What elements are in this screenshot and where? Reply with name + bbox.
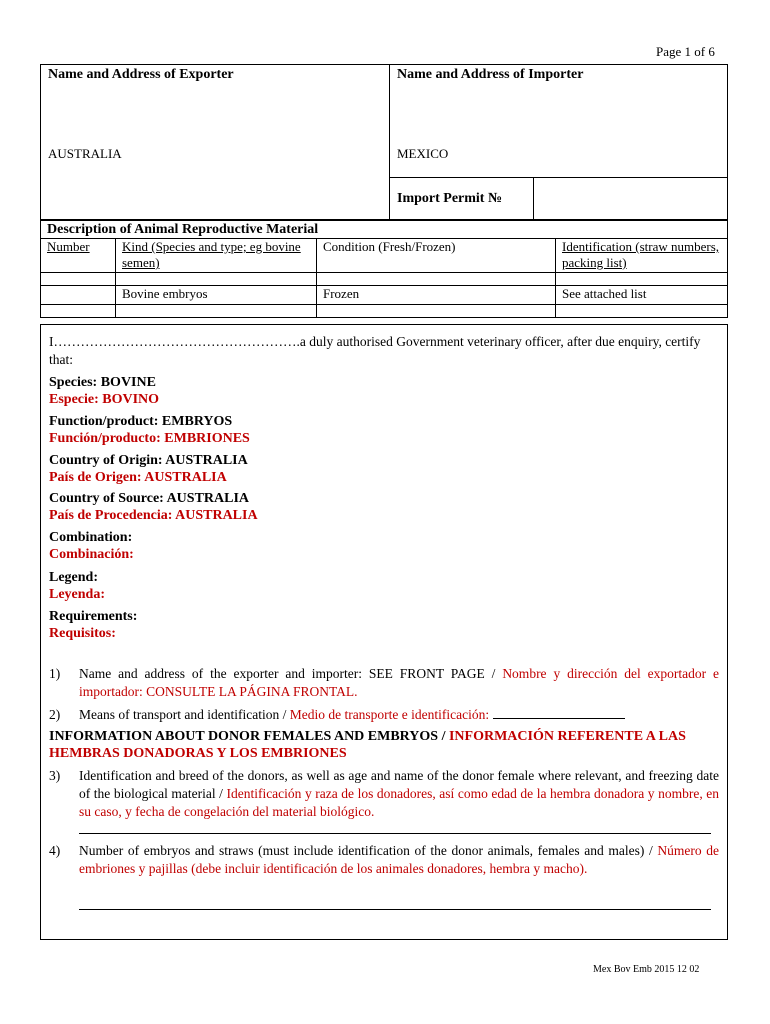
header-kind-label: Kind (Species and type; eg bovine semen) — [122, 239, 301, 270]
item-number: 4) — [49, 843, 61, 858]
row-kind: Bovine embryos — [116, 286, 317, 305]
field-en: Combination: — [49, 530, 133, 545]
field-es: Especie: BOVINO — [49, 392, 160, 407]
importer-label: Name and Address of Importer — [397, 67, 584, 82]
header-identification-label: Identification (straw numbers, packing list) — [562, 239, 720, 270]
description-title: Description of Animal Reproductive Material — [41, 221, 728, 239]
header-condition: Condition (Fresh/Frozen) — [317, 239, 556, 273]
field-function — [49, 413, 250, 447]
field-en: Species: BOVINE — [49, 375, 156, 390]
item-4 — [49, 842, 719, 896]
field-en: Requirements: — [49, 609, 138, 624]
item-es: Medio de transporte e identificación: — [289, 707, 493, 722]
field-en: Country of Source: AUSTRALIA — [49, 491, 250, 506]
item-1 — [49, 665, 719, 701]
permit-separator — [389, 177, 727, 178]
row-identification: See attached list — [556, 286, 728, 305]
header-number — [41, 239, 116, 273]
item-en: Identification and breed of the donors, as well as age and name of the donor female where relevant, and freezing date of the biological material / — [79, 768, 719, 801]
item-es: Identificación y raza de los donadores, así como edad de la hembra donadora y nombre, en su caso, y fecha de congelación del material biológico. — [79, 786, 720, 819]
item-3-answer-line[interactable] — [79, 833, 711, 834]
field-es: Función/producto: EMBRIONES — [49, 431, 250, 446]
item-number: 1) — [49, 666, 61, 681]
item-en: Means of transport and identification / — [79, 707, 290, 722]
field-en: Function/product: EMBRYOS — [49, 414, 233, 429]
item-4-answer-line[interactable] — [79, 909, 711, 910]
permit-field-divider — [533, 177, 534, 219]
field-source — [49, 490, 258, 524]
field-species — [49, 374, 159, 408]
item-number: 3) — [49, 768, 61, 783]
item-2 — [49, 706, 719, 724]
document-code: Mex Bov Emb 2015 12 02 — [593, 964, 700, 975]
parties-divider — [389, 65, 390, 219]
field-legend — [49, 569, 105, 603]
item-en: Name and address of the exporter and importer: SEE FRONT PAGE / — [79, 666, 503, 681]
field-en: Legend: — [49, 570, 98, 585]
field-es: País de Procedencia: AUSTRALIA — [49, 508, 258, 523]
row-number — [41, 286, 116, 305]
row-condition: Frozen — [317, 286, 556, 305]
exporter-label: Name and Address of Exporter — [48, 67, 234, 82]
field-es: Requisitos: — [49, 626, 116, 641]
donor-heading — [49, 728, 709, 762]
donor-heading-en: INFORMATION ABOUT DONOR FEMALES AND EMBRYOS / — [49, 729, 449, 744]
header-number-label: Number — [47, 239, 90, 254]
parties-box — [40, 64, 728, 220]
certification-box — [40, 324, 728, 940]
field-origin — [49, 452, 248, 486]
header-kind — [116, 239, 317, 273]
table-row — [41, 286, 728, 305]
item-en: Number of embryos and straws (must include identification of the donor animals, females and males) / — [79, 843, 658, 858]
description-table — [40, 220, 728, 318]
field-en: Country of Origin: AUSTRALIA — [49, 453, 248, 468]
header-identification — [556, 239, 728, 273]
item-es: Nombre y dirección del exportador e importador: CONSULTE LA PÁGINA FRONTAL. — [79, 666, 720, 699]
field-requirements — [49, 608, 137, 642]
donor-heading-es: INFORMACIÓN REFERENTE A LAS HEMBRAS DONADORAS Y LOS EMBRIONES — [49, 729, 686, 761]
field-es: País de Origen: AUSTRALIA — [49, 470, 227, 485]
importer-value: MEXICO — [397, 146, 449, 161]
item-3 — [49, 767, 719, 821]
item-es: Número de embriones y pajillas (debe incluir identificación de los animales donadores, hembra y macho). — [79, 843, 719, 876]
certification-intro: I……………………………………………….a duly authorised Government veterinary officer, after due enquiry, certify that: — [49, 334, 701, 367]
field-es: Leyenda: — [49, 587, 105, 602]
exporter-value: AUSTRALIA — [48, 146, 122, 161]
page-number: Page 1 of 6 — [656, 44, 715, 59]
transport-blank[interactable] — [493, 706, 625, 719]
field-combination — [49, 529, 134, 563]
import-permit-label: Import Permit № — [397, 191, 503, 206]
field-es: Combinación: — [49, 547, 134, 562]
item-number: 2) — [49, 707, 61, 722]
